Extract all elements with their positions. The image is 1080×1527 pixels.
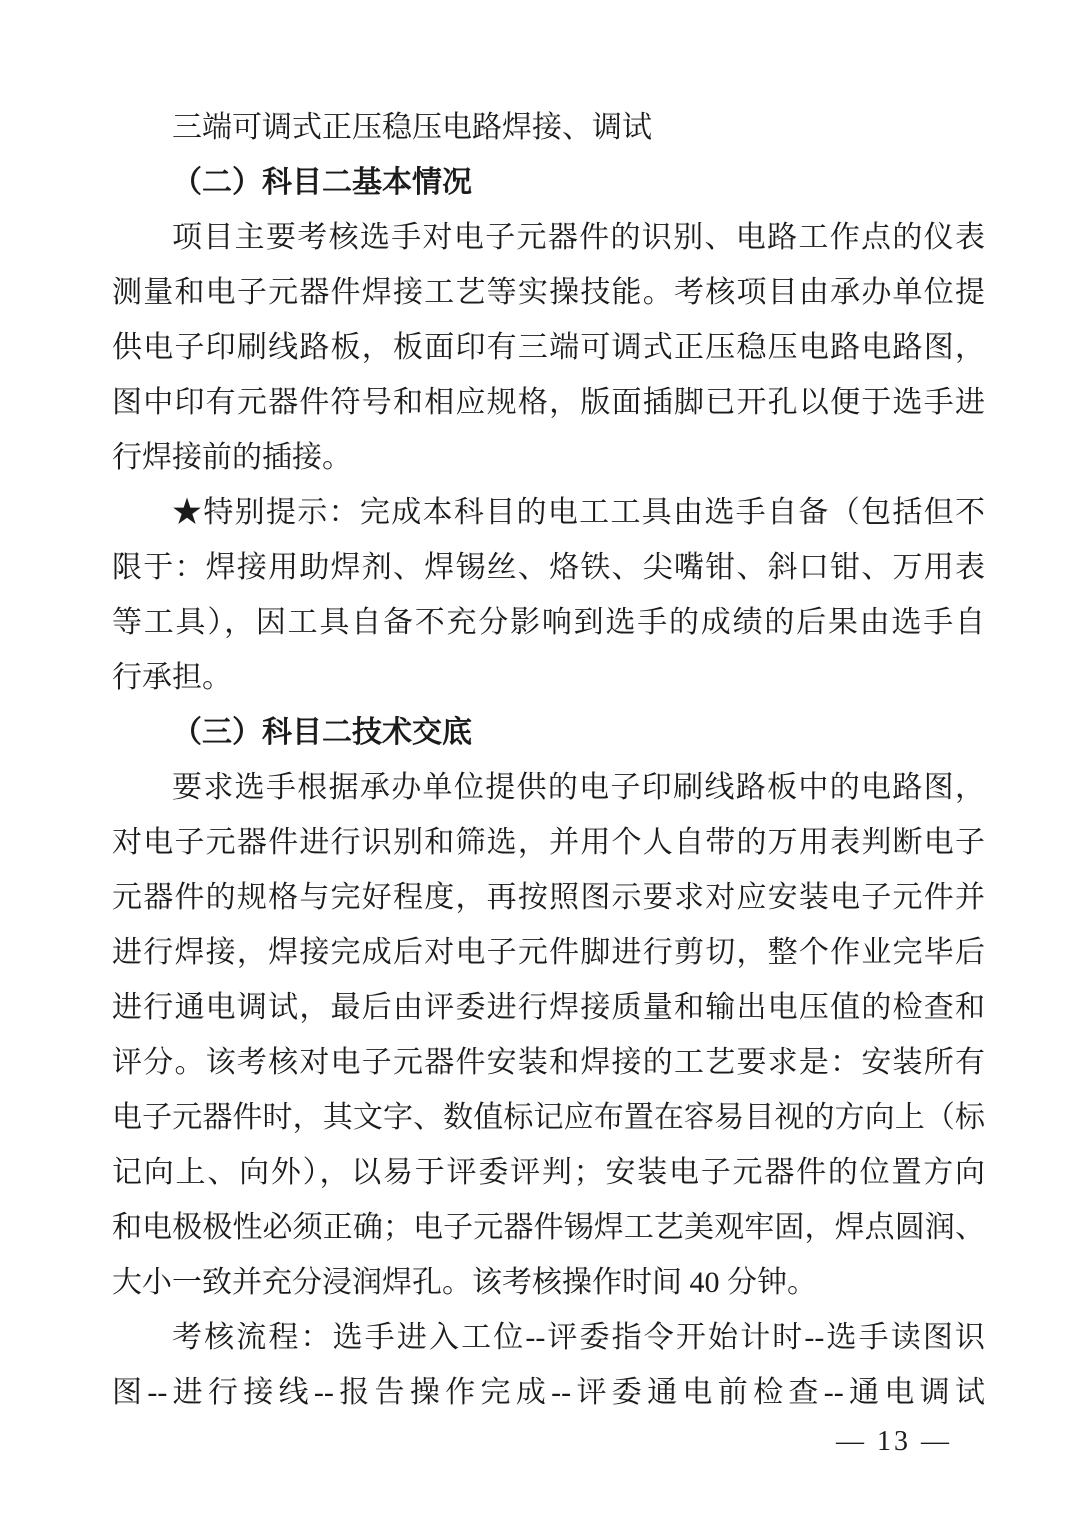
text-block (112, 100, 985, 1420)
paragraph-line: 记向上、向外），以易于评委评判；安装电子元器件的位置方向 (112, 1156, 985, 1189)
paragraph-line: 测量和电子元器件焊接工艺等实操技能。考核项目由承办单位提 (112, 276, 985, 309)
heading-section-2: （二）科目二基本情况 (172, 166, 472, 199)
paragraph-line: 元器件的规格与完好程度，再按照图示要求对应安装电子元件并 (112, 881, 985, 914)
paragraph-line: 电子元器件时，其文字、数值标记应布置在容易目视的方向上（标 (112, 1101, 985, 1134)
paragraph-line: 和电极极性必须正确；电子元器件锡焊工艺美观牢固，焊点圆润、 (112, 1211, 985, 1244)
paragraph-line: 对电子元器件进行识别和筛选，并用个人自带的万用表判断电子 (112, 826, 985, 859)
paragraph-line: 行焊接前的插接。 (112, 441, 352, 474)
paragraph-line: 图中印有元器件符号和相应规格，版面插脚已开孔以便于选手进 (112, 386, 985, 419)
paragraph-line: 进行通电调试，最后由评委进行焊接质量和输出电压值的检查和 (112, 991, 985, 1024)
heading-section-3: （三）科目二技术交底 (172, 716, 472, 749)
paragraph-line: 大小一致并充分浸润焊孔。该考核操作时间 40 分钟。 (112, 1266, 817, 1299)
paragraph-line: 评分。该考核对电子元器件安装和焊接的工艺要求是：安装所有 (112, 1046, 985, 1079)
special-note-line: 行承担。 (112, 661, 232, 694)
special-note-line: ★特别提示：完成本科目的电工工具由选手自备（包括但不 (172, 496, 985, 529)
paragraph-line: 要求选手根据承办单位提供的电子印刷线路板中的电路图， (172, 771, 985, 804)
special-note-line: 限于：焊接用助焊剂、焊锡丝、烙铁、尖嘴钳、斜口钳、万用表 (112, 551, 985, 584)
page-number: — 13 — (836, 1426, 952, 1457)
paragraph-line: 项目主要考核选手对电子元器件的识别、电路工作点的仪表 (172, 221, 985, 254)
special-note-line: 等工具），因工具自备不充分影响到选手的成绩的后果由选手自 (112, 606, 985, 639)
process-flow-line: 图--进行接线--报告操作完成--评委通电前检查--通电调试 (112, 1376, 985, 1409)
paragraph-line: 供电子印刷线路板，板面印有三端可调式正压稳压电路电路图， (112, 331, 985, 364)
continuation-line: 三端可调式正压稳压电路焊接、调试 (172, 111, 652, 144)
paragraph-line: 进行焊接，焊接完成后对电子元件脚进行剪切，整个作业完毕后 (112, 936, 985, 969)
process-flow-line: 考核流程：选手进入工位--评委指令开始计时--选手读图识 (172, 1321, 985, 1354)
